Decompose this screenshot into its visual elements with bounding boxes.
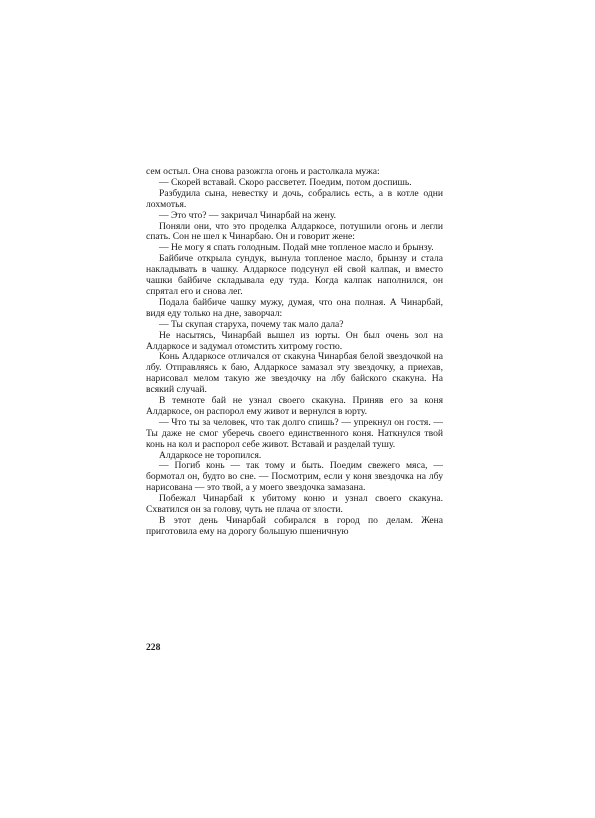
paragraph: — Скорей вставай. Скоро рассветет. Поедим, потом доспишь. [159,176,412,188]
paragraph: сем остыл. Она снова разожгла огонь и растолкала мужа: [146,166,380,177]
paragraph: Побежал Чинарбай к убитому коню и узнал своего скакуна. Схватился он за голову, чуть не плача от злости. [146,493,443,516]
paragraph: Алдаркосе не торопился. [159,449,262,461]
paragraph: — Ты скупая старуха, почему так мало дала? [159,318,344,330]
paragraph: Байбиче открыла сундук, вынула топленое масло, брынзу и стала накладывать в чашку. Алдаркосе подсунул ей свой калпак, и вместо чашки байбиче складывала еду туда. Когда калпак наполнился, он спрятал его и снова лег. [146,253,443,297]
paragraph: В темноте бай не узнал своего скакуна. Приняв его за коня Алдаркосе, он распорол ему живот и вернулся в юрту. [146,395,443,417]
paragraph: Разбудила сына, невестку и дочь, собрались есть, а в котле одни лохмотья. [146,187,443,210]
paragraph: — Это что? — закричал Чинарбай на жену. [159,209,337,221]
paragraph: — Что ты за человек, что так долго спишь? — упрекнул он гостя. — Ты даже не смог уберечь своего единственного коня. Наткнулся твой конь на кол и распорол себе живот. Вставай и разделай тушу. [146,416,443,450]
page-number: 228 [146,642,161,653]
paragraph: Поняли они, что это проделка Алдаркосе, потушили огонь и легли спать. Сон не шел к Чинарбаю. Он и говорит жене: [146,220,443,243]
paragraph: Подала байбиче чашку мужу, думая, что она полная. А Чинарбай, видя еду только на дне, заворчал: [146,296,443,319]
paragraph: Не насытясь, Чинарбай вышел из юрты. Он был очень зол на Алдаркосе и задумал отомстить хитрому гостю. [146,329,443,352]
paragraph: — Не могу я спать голодным. Подай мне топленое масло и брынзу. [159,242,434,254]
paragraph: Конь Алдаркосе отличался от скакуна Чинарбая белой звездочкой на лбу. Отправляясь к баю, Алдаркосе замазал эту звездочку, а приехав, нарисовал мелом такую же звездочку на лбу байского скакуна. На всякий случай. [146,351,443,396]
body-text [146,167,443,538]
paragraph: — Погиб конь — так тому и быть. Поедим свежего мяса, — бормотал он, будто во сне. — Посмотрим, если у коня звездочка на лбу нарисована — это твой, а у моего звездочка замазана. [146,460,443,494]
paragraph: В этот день Чинарбай собирался в город по делам. Жена приготовила ему на дорогу большую пшеничную [146,515,443,537]
